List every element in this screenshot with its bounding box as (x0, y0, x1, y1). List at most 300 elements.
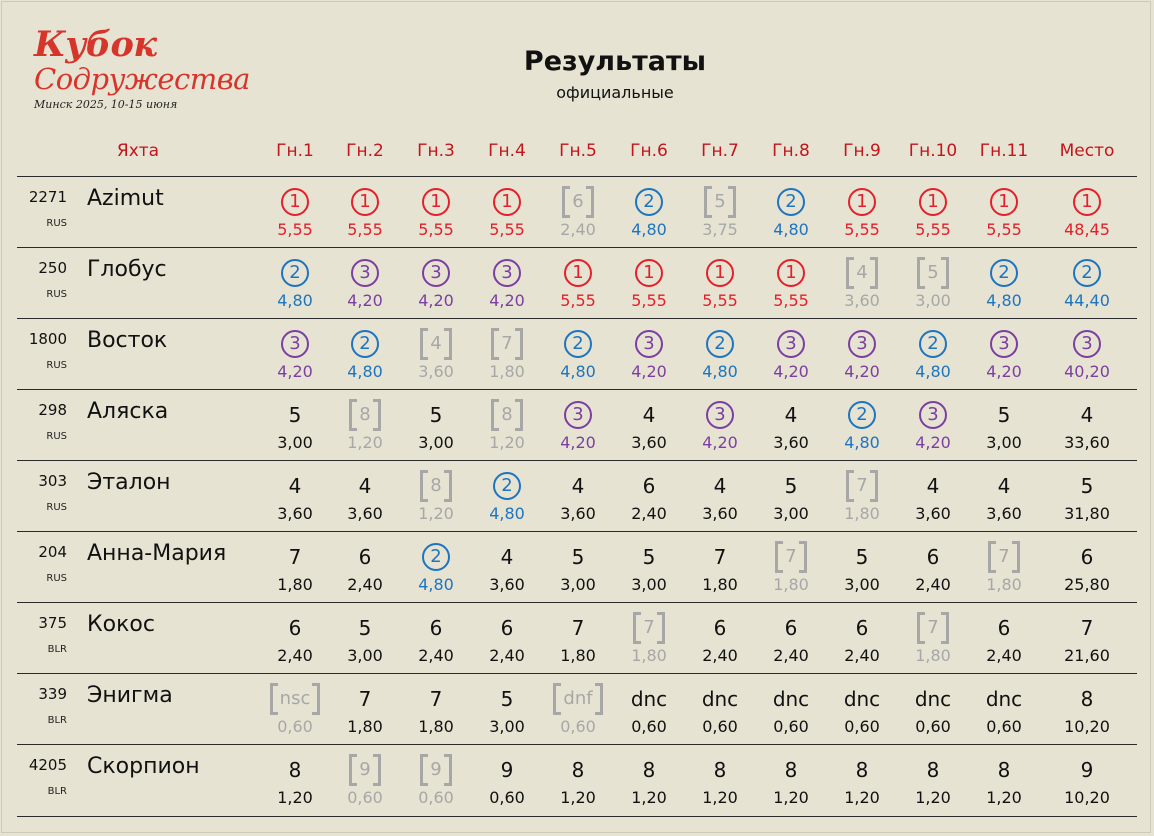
race-result-cell (260, 319, 330, 390)
position-mark (898, 541, 968, 573)
race-result-cell (756, 390, 826, 461)
points-value: 2,40 (560, 220, 596, 239)
race-result-cell (898, 461, 968, 532)
race-result-cell (969, 532, 1039, 603)
position-mark (543, 683, 613, 715)
race-result-cell (543, 248, 613, 319)
points-value: 4,80 (844, 433, 880, 452)
position-mark (472, 683, 542, 715)
points-value: 1,20 (631, 788, 667, 807)
podium-position: 3 (706, 401, 734, 429)
position-value: 8 (855, 758, 869, 782)
discarded-position: 9 (349, 754, 380, 786)
position-mark (898, 683, 968, 715)
position-mark (756, 186, 826, 218)
race-result-cell (614, 461, 684, 532)
position-mark (898, 470, 968, 502)
points-value: 1,80 (702, 575, 738, 594)
position-value: 5 (358, 616, 372, 640)
points-value: 0,60 (560, 717, 596, 736)
race-result-cell (827, 177, 897, 248)
position-mark (685, 186, 755, 218)
points-value: 48,45 (1064, 220, 1110, 239)
position-mark (472, 328, 542, 360)
race-result-cell (756, 248, 826, 319)
discarded-position: 5 (704, 186, 735, 218)
race-result-cell (260, 461, 330, 532)
position-mark (472, 186, 542, 218)
race-result-cell (401, 248, 471, 319)
points-value: 1,80 (844, 504, 880, 523)
overall-place-cell (1052, 319, 1122, 390)
points-value: 0,60 (347, 788, 383, 807)
overall-place-cell (1052, 177, 1122, 248)
points-value: 44,40 (1064, 291, 1110, 310)
points-value: 21,60 (1064, 646, 1110, 665)
race-result-cell (685, 674, 755, 745)
table-row (17, 460, 1137, 532)
podium-position: 1 (1073, 188, 1101, 216)
race-result-cell (260, 390, 330, 461)
position-value: dnc (914, 687, 952, 711)
yacht-name: Глобус (87, 257, 167, 282)
points-value: 3,00 (489, 717, 525, 736)
position-value: 5 (429, 403, 443, 427)
race-result-cell (401, 177, 471, 248)
podium-position: 3 (493, 259, 521, 287)
race-result-cell (756, 603, 826, 674)
race-result-cell (330, 319, 400, 390)
position-value: 7 (288, 545, 302, 569)
podium-position: 1 (990, 188, 1018, 216)
discarded-position: 7 (917, 612, 948, 644)
position-value: 4 (1080, 403, 1094, 427)
podium-position: 2 (351, 330, 379, 358)
race-result-cell (827, 461, 897, 532)
points-value: 3,60 (560, 504, 596, 523)
yacht-name: Скорпион (87, 754, 200, 779)
race-result-cell (401, 461, 471, 532)
podium-position: 1 (351, 188, 379, 216)
position-mark (898, 257, 968, 289)
position-mark (756, 257, 826, 289)
points-value: 5,55 (347, 220, 383, 239)
position-mark (260, 399, 330, 431)
position-mark (756, 754, 826, 786)
position-value: 6 (358, 545, 372, 569)
position-mark (543, 328, 613, 360)
points-value: 1,80 (631, 646, 667, 665)
podium-position: 2 (848, 401, 876, 429)
header-race-2: Гн.2 (346, 141, 384, 161)
discarded-position: 7 (775, 541, 806, 573)
position-mark (543, 612, 613, 644)
race-result-cell (330, 390, 400, 461)
points-value: 1,80 (986, 575, 1022, 594)
points-value: 2,40 (773, 646, 809, 665)
overall-place-cell (1052, 674, 1122, 745)
points-value: 33,60 (1064, 433, 1110, 452)
race-result-cell (969, 177, 1039, 248)
points-value: 3,00 (347, 646, 383, 665)
position-mark (827, 470, 897, 502)
position-mark (969, 754, 1039, 786)
yacht-name: Кокос (87, 612, 155, 637)
position-value: 5 (642, 545, 656, 569)
discarded-position: 5 (917, 257, 948, 289)
race-result-cell (260, 674, 330, 745)
points-value: 25,80 (1064, 575, 1110, 594)
overall-place-cell (1052, 461, 1122, 532)
points-value: 2,40 (277, 646, 313, 665)
podium-position: 2 (422, 543, 450, 571)
race-result-cell (401, 603, 471, 674)
position-mark (969, 683, 1039, 715)
position-value: dnc (630, 687, 668, 711)
points-value: 1,20 (773, 788, 809, 807)
points-value: 4,20 (844, 362, 880, 381)
position-mark (614, 683, 684, 715)
points-value: 3,60 (915, 504, 951, 523)
race-result-cell (756, 461, 826, 532)
points-value: 1,20 (418, 504, 454, 523)
podium-position: 1 (422, 188, 450, 216)
race-result-cell (472, 319, 542, 390)
points-value: 5,55 (560, 291, 596, 310)
points-value: 4,20 (560, 433, 596, 452)
podium-position: 2 (564, 330, 592, 358)
position-value: 6 (642, 474, 656, 498)
position-value: 7 (571, 616, 585, 640)
position-mark (614, 612, 684, 644)
header-race-7: Гн.7 (701, 141, 739, 161)
position-mark (260, 186, 330, 218)
position-value: 5 (784, 474, 798, 498)
position-mark (543, 399, 613, 431)
race-result-cell (898, 390, 968, 461)
position-value: 5 (855, 545, 869, 569)
table-row (17, 389, 1137, 461)
points-value: 3,00 (773, 504, 809, 523)
position-mark (1052, 328, 1122, 360)
points-value: 0,60 (489, 788, 525, 807)
points-value: 5,55 (489, 220, 525, 239)
sail-number: 2271 (28, 188, 67, 206)
nationality: RUS (46, 218, 67, 229)
race-result-cell (898, 177, 968, 248)
page-subtitle: официальные (556, 83, 674, 102)
position-mark (1052, 399, 1122, 431)
race-result-cell (330, 603, 400, 674)
points-value: 0,60 (986, 717, 1022, 736)
position-value: 5 (288, 403, 302, 427)
race-result-cell (401, 390, 471, 461)
logo-subtitle: Минск 2025, 10-15 июня (34, 98, 178, 111)
position-mark (1052, 257, 1122, 289)
position-mark (827, 186, 897, 218)
position-mark (1052, 612, 1122, 644)
race-result-cell (472, 603, 542, 674)
points-value: 3,00 (915, 291, 951, 310)
header-place: Место (1059, 141, 1115, 161)
points-value: 5,55 (844, 220, 880, 239)
podium-position: 1 (281, 188, 309, 216)
sail-number: 250 (38, 259, 67, 277)
yacht-name: Восток (87, 328, 168, 353)
position-mark (827, 399, 897, 431)
points-value: 2,40 (489, 646, 525, 665)
position-value: 9 (1080, 758, 1094, 782)
race-result-cell (260, 603, 330, 674)
logo-title-line1: Кубок (34, 24, 157, 65)
race-result-cell (401, 532, 471, 603)
position-mark (543, 541, 613, 573)
position-mark (969, 399, 1039, 431)
points-value: 2,40 (844, 646, 880, 665)
position-mark (614, 754, 684, 786)
sail-number: 1800 (28, 330, 67, 348)
sail-number: 339 (38, 685, 67, 703)
race-result-cell (969, 461, 1039, 532)
position-mark (969, 328, 1039, 360)
position-value: 8 (713, 758, 727, 782)
sail-number: 298 (38, 401, 67, 419)
position-value: 6 (997, 616, 1011, 640)
podium-position: 1 (848, 188, 876, 216)
header-race-4: Гн.4 (488, 141, 526, 161)
race-result-cell (614, 390, 684, 461)
points-value: 10,20 (1064, 717, 1110, 736)
race-result-cell (685, 319, 755, 390)
race-result-cell (260, 745, 330, 816)
position-mark (401, 257, 471, 289)
position-mark (685, 683, 755, 715)
position-mark (260, 470, 330, 502)
table-row (17, 673, 1137, 745)
position-mark (969, 612, 1039, 644)
position-value: 4 (926, 474, 940, 498)
position-value: 4 (642, 403, 656, 427)
podium-position: 2 (635, 188, 663, 216)
header-race-5: Гн.5 (559, 141, 597, 161)
position-mark (614, 541, 684, 573)
points-value: 0,60 (915, 717, 951, 736)
position-mark (898, 328, 968, 360)
race-result-cell (756, 177, 826, 248)
position-mark (543, 257, 613, 289)
points-value: 0,60 (418, 788, 454, 807)
position-mark (401, 328, 471, 360)
points-value: 1,80 (489, 362, 525, 381)
race-result-cell (614, 319, 684, 390)
race-result-cell (685, 248, 755, 319)
points-value: 4,80 (986, 291, 1022, 310)
points-value: 0,60 (773, 717, 809, 736)
podium-position: 3 (848, 330, 876, 358)
points-value: 31,80 (1064, 504, 1110, 523)
race-result-cell (827, 248, 897, 319)
race-result-cell (543, 319, 613, 390)
position-mark (260, 541, 330, 573)
position-value: 8 (1080, 687, 1094, 711)
position-value: 6 (500, 616, 514, 640)
discarded-position: 9 (420, 754, 451, 786)
position-mark (614, 399, 684, 431)
points-value: 3,60 (347, 504, 383, 523)
podium-position: 3 (564, 401, 592, 429)
position-value: 4 (997, 474, 1011, 498)
points-value: 4,20 (773, 362, 809, 381)
position-value: 5 (500, 687, 514, 711)
header-yacht: Яхта (116, 141, 160, 161)
position-value: 4 (571, 474, 585, 498)
yacht-name: Анна-Мария (87, 541, 227, 566)
position-mark (401, 754, 471, 786)
position-mark (330, 754, 400, 786)
position-mark (330, 328, 400, 360)
position-value: dnc (985, 687, 1023, 711)
points-value: 3,00 (986, 433, 1022, 452)
points-value: 1,80 (277, 575, 313, 594)
points-value: 4,20 (915, 433, 951, 452)
position-mark (401, 470, 471, 502)
yacht-name: Аляска (87, 399, 169, 424)
position-mark (401, 612, 471, 644)
position-mark (827, 612, 897, 644)
race-result-cell (330, 248, 400, 319)
podium-position: 1 (564, 259, 592, 287)
race-result-cell (614, 603, 684, 674)
race-result-cell (898, 603, 968, 674)
race-result-cell (898, 532, 968, 603)
points-value: 4,80 (347, 362, 383, 381)
points-value: 4,20 (702, 433, 738, 452)
race-result-cell (330, 674, 400, 745)
race-result-cell (614, 745, 684, 816)
points-value: 3,00 (277, 433, 313, 452)
discarded-position: dnf (553, 683, 602, 715)
points-value: 2,40 (915, 575, 951, 594)
position-value: 9 (500, 758, 514, 782)
position-value: 5 (997, 403, 1011, 427)
position-mark (969, 470, 1039, 502)
header-race-8: Гн.8 (772, 141, 810, 161)
points-value: 4,80 (489, 504, 525, 523)
position-value: 4 (500, 545, 514, 569)
position-mark (898, 754, 968, 786)
race-result-cell (472, 745, 542, 816)
discarded-position: 6 (562, 186, 593, 218)
points-value: 2,40 (347, 575, 383, 594)
podium-position: 2 (777, 188, 805, 216)
points-value: 1,20 (489, 433, 525, 452)
points-value: 1,80 (418, 717, 454, 736)
race-result-cell (827, 390, 897, 461)
header-race-10: Гн.10 (908, 141, 958, 161)
position-mark (898, 612, 968, 644)
points-value: 1,20 (844, 788, 880, 807)
table-row (17, 247, 1137, 319)
race-result-cell (898, 319, 968, 390)
position-value: 8 (642, 758, 656, 782)
points-value: 0,60 (631, 717, 667, 736)
position-mark (614, 186, 684, 218)
race-result-cell (827, 745, 897, 816)
race-result-cell (543, 603, 613, 674)
table-row (17, 744, 1137, 817)
points-value: 40,20 (1064, 362, 1110, 381)
sail-number: 303 (38, 472, 67, 490)
position-mark (756, 470, 826, 502)
position-mark (756, 612, 826, 644)
table-row (17, 531, 1137, 603)
position-mark (969, 257, 1039, 289)
discarded-position: 4 (420, 328, 451, 360)
position-mark (685, 257, 755, 289)
position-mark (685, 328, 755, 360)
points-value: 1,20 (702, 788, 738, 807)
podium-position: 1 (493, 188, 521, 216)
race-result-cell (969, 603, 1039, 674)
header-race-6: Гн.6 (630, 141, 668, 161)
position-value: dnc (772, 687, 810, 711)
header-race-9: Гн.9 (843, 141, 881, 161)
race-result-cell (969, 248, 1039, 319)
points-value: 3,60 (277, 504, 313, 523)
race-result-cell (969, 319, 1039, 390)
race-result-cell (756, 674, 826, 745)
race-result-cell (401, 319, 471, 390)
discarded-position: nsc (270, 683, 321, 715)
position-value: 6 (713, 616, 727, 640)
points-value: 4,20 (277, 362, 313, 381)
points-value: 1,20 (277, 788, 313, 807)
nationality: BLR (47, 644, 67, 655)
points-value: 5,55 (773, 291, 809, 310)
race-result-cell (543, 461, 613, 532)
position-value: 4 (713, 474, 727, 498)
points-value: 5,55 (986, 220, 1022, 239)
position-mark (330, 683, 400, 715)
nationality: RUS (46, 289, 67, 300)
points-value: 3,75 (702, 220, 738, 239)
points-value: 4,80 (702, 362, 738, 381)
position-mark (614, 257, 684, 289)
race-result-cell (330, 745, 400, 816)
table-row (17, 602, 1137, 674)
points-value: 3,60 (702, 504, 738, 523)
overall-place-cell (1052, 532, 1122, 603)
position-mark (472, 754, 542, 786)
position-mark (1052, 470, 1122, 502)
yacht-name: Azimut (87, 186, 164, 211)
podium-position: 2 (1073, 259, 1101, 287)
position-mark (543, 470, 613, 502)
points-value: 3,00 (560, 575, 596, 594)
discarded-position: 8 (349, 399, 380, 431)
overall-place-cell (1052, 603, 1122, 674)
position-mark (827, 754, 897, 786)
position-mark (260, 754, 330, 786)
overall-place-cell (1052, 248, 1122, 319)
position-mark (260, 612, 330, 644)
race-result-cell (756, 319, 826, 390)
position-mark (401, 186, 471, 218)
table-row (17, 176, 1137, 248)
header-race-11: Гн.11 (979, 141, 1029, 161)
race-result-cell (614, 674, 684, 745)
race-result-cell (543, 745, 613, 816)
